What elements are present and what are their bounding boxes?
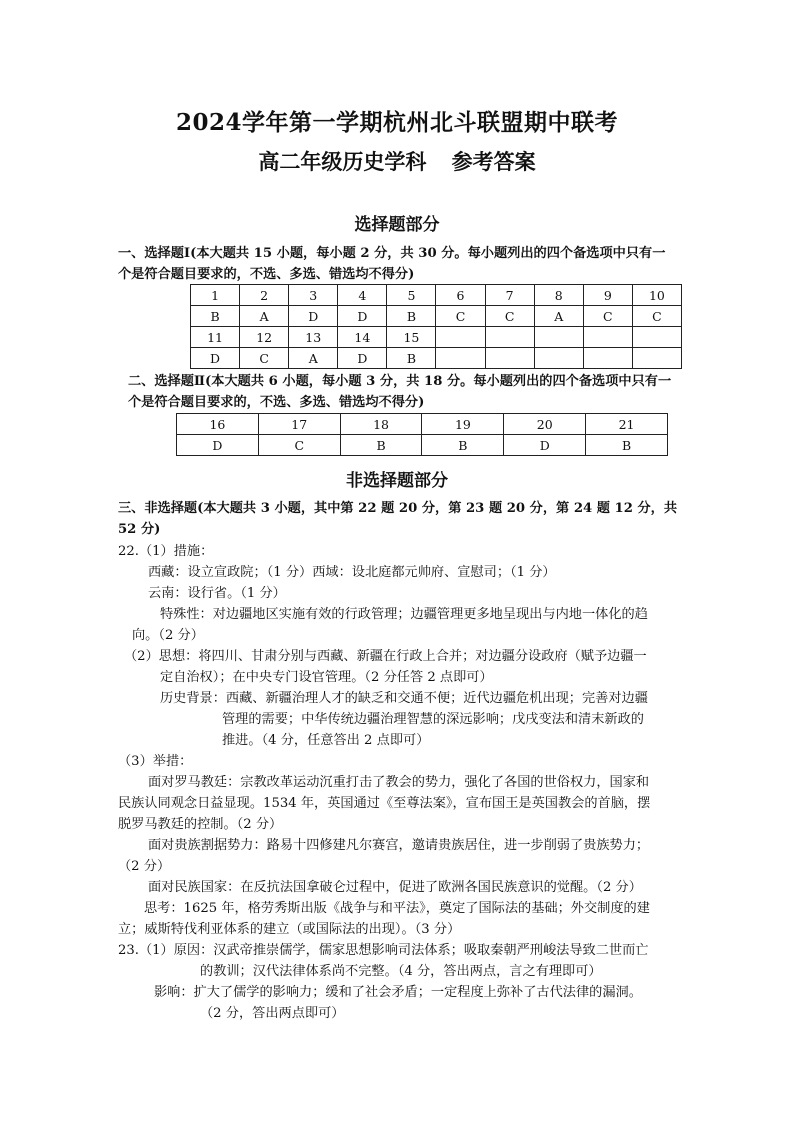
answer-line: 推进。（4 分，任意答出 2 点即可） bbox=[222, 733, 430, 748]
table-cell bbox=[485, 348, 534, 369]
table-cell: 20 bbox=[504, 414, 586, 435]
table-cell: 6 bbox=[436, 285, 485, 306]
table-cell: D bbox=[289, 306, 338, 327]
answer-line: 思考：1625 年，格劳秀斯出版《战争与和平法》，奠定了国际法的基础；外交制度的建 bbox=[144, 901, 650, 916]
table-cell: 8 bbox=[534, 285, 583, 306]
answer-line: 脱罗马教廷的控制。（2 分） bbox=[118, 817, 283, 832]
table-cell: 10 bbox=[632, 285, 681, 306]
choice-2-intro: 二、选择题Ⅱ(本大题共 6 小题，每小题 3 分，共 18 分。每小题列出的四个备选项中只有一个是符合题目要求的，不选、多选、错选均不得分) bbox=[128, 374, 672, 410]
table-cell: D bbox=[191, 348, 240, 369]
table-cell: 4 bbox=[338, 285, 387, 306]
answer-line: 立；威斯特伐利亚体系的建立（或国际法的出现）。（3 分） bbox=[118, 922, 461, 937]
table-cell: A bbox=[240, 306, 289, 327]
table-cell: 14 bbox=[338, 327, 387, 348]
answer-line: 管理的需要；中华传统边疆治理智慧的深远影响；戊戌变法和清末新政的 bbox=[222, 712, 644, 727]
table-cell bbox=[436, 348, 485, 369]
table-cell: C bbox=[485, 306, 534, 327]
answer-line: 22.（1）措施： bbox=[118, 544, 214, 559]
answer-line: 西藏：设立宣政院；（1 分）西域：设北庭都元帅府、宣慰司；（1 分） bbox=[148, 565, 556, 580]
answer-line: 的教训；汉代法律体系尚不完整。（4 分，答出两点，言之有理即可） bbox=[200, 964, 602, 979]
table-cell: B bbox=[586, 435, 668, 456]
answer-line: 面对罗马教廷：宗教改革运动沉重打击了教会的势力，强化了各国的世俗权力，国家和 bbox=[148, 775, 650, 790]
table-cell: D bbox=[338, 348, 387, 369]
answer-line: 向。（2 分） bbox=[132, 628, 204, 643]
answer-line: （2）思想：将四川、甘肃分别与西藏、新疆在行政上合并；对边疆分设政府（赋予边疆一 bbox=[124, 649, 647, 664]
table-cell: 13 bbox=[289, 327, 338, 348]
table-cell: 21 bbox=[586, 414, 668, 435]
table-cell: 1 bbox=[191, 285, 240, 306]
table-cell: 9 bbox=[583, 285, 632, 306]
table-cell: A bbox=[289, 348, 338, 369]
answer-table-2 bbox=[176, 413, 668, 456]
table-cell: C bbox=[436, 306, 485, 327]
table-cell: B bbox=[191, 306, 240, 327]
table-cell: C bbox=[583, 306, 632, 327]
table-cell bbox=[632, 348, 681, 369]
table-cell: 11 bbox=[191, 327, 240, 348]
answer-line: 面对贵族割据势力：路易十四修建凡尔赛宫，邀请贵族居住，进一步削弱了贵族势力； bbox=[148, 838, 650, 853]
table-cell bbox=[436, 327, 485, 348]
answer-line: 特殊性：对边疆地区实施有效的行政管理；边疆管理更多地呈现出与内地一体化的趋 bbox=[160, 607, 648, 622]
section-heading-nonchoice: 非选择题部分 bbox=[346, 471, 448, 491]
answer-line: 民族认同观念日益显现。1534 年，英国通过《至尊法案》，宣布国王是英国教会的首脑，摆 bbox=[118, 796, 651, 811]
table-cell: 2 bbox=[240, 285, 289, 306]
table-cell: D bbox=[504, 435, 586, 456]
table-cell: B bbox=[387, 348, 436, 369]
answer-line: （3）举措： bbox=[118, 754, 193, 769]
answer-table-1 bbox=[190, 284, 682, 369]
answer-line: （2 分） bbox=[118, 859, 171, 874]
table-row bbox=[177, 435, 668, 456]
table-cell: 7 bbox=[485, 285, 534, 306]
table-cell: D bbox=[177, 435, 259, 456]
table-cell: 17 bbox=[258, 414, 340, 435]
choice-1-intro: 一、选择题Ⅰ(本大题共 15 小题，每小题 2 分，共 30 分。每小题列出的四个备选项中只有一个是符合题目要求的，不选、多选、错选均不得分) bbox=[118, 246, 666, 282]
answer-line: （2 分，答出两点即可） bbox=[200, 1006, 345, 1021]
table-cell: B bbox=[340, 435, 422, 456]
table-cell: C bbox=[258, 435, 340, 456]
answer-line: 历史背景：西藏、新疆治理人才的缺乏和交通不便；近代边疆危机出现；完善对边疆 bbox=[160, 691, 648, 706]
page-title: 2024学年第一学期杭州北斗联盟期中联考 bbox=[175, 109, 618, 136]
table-cell bbox=[583, 348, 632, 369]
table-row bbox=[191, 348, 682, 369]
table-cell: D bbox=[338, 306, 387, 327]
table-cell bbox=[534, 327, 583, 348]
answer-line: 面对民族国家：在反抗法国拿破仑过程中，促进了欧洲各国民族意识的觉醒。（2 分） bbox=[148, 880, 642, 895]
table-cell: 18 bbox=[340, 414, 422, 435]
table-cell: C bbox=[240, 348, 289, 369]
answer-line: 影响：扩大了儒学的影响力；缓和了社会矛盾；一定程度上弥补了古代法律的漏洞。 bbox=[154, 985, 642, 1000]
table-row bbox=[191, 306, 682, 327]
table-cell: 15 bbox=[387, 327, 436, 348]
table-cell bbox=[583, 327, 632, 348]
section-heading-choice: 选择题部分 bbox=[354, 215, 440, 235]
table-cell: A bbox=[534, 306, 583, 327]
answer-line: 云南：设行省。（1 分） bbox=[148, 586, 286, 601]
table-cell: 19 bbox=[422, 414, 504, 435]
table-cell: 5 bbox=[387, 285, 436, 306]
table-cell: 3 bbox=[289, 285, 338, 306]
page-subtitle: 高二年级历史学科 参考答案 bbox=[258, 149, 536, 174]
table-cell: 12 bbox=[240, 327, 289, 348]
table-row bbox=[177, 414, 668, 435]
table-cell: C bbox=[632, 306, 681, 327]
answer-line: 23.（1）原因：汉武帝推崇儒学，儒家思想影响司法体系；吸取秦朝严刑峻法导致二世而亡 bbox=[118, 943, 649, 958]
table-cell bbox=[485, 327, 534, 348]
table-cell: B bbox=[387, 306, 436, 327]
nonchoice-intro: 三、非选择题(本大题共 3 小题，其中第 22 题 20 分，第 23 题 20 分，第 24 题 12 分，共 52 分) bbox=[118, 501, 678, 537]
table-cell bbox=[632, 327, 681, 348]
table-cell bbox=[534, 348, 583, 369]
table-cell: 16 bbox=[177, 414, 259, 435]
table-cell: B bbox=[422, 435, 504, 456]
table-row bbox=[191, 327, 682, 348]
table-row bbox=[191, 285, 682, 306]
answer-line: 定自治权）；在中央专门设官管理。（2 分任答 2 点即可） bbox=[160, 670, 493, 685]
